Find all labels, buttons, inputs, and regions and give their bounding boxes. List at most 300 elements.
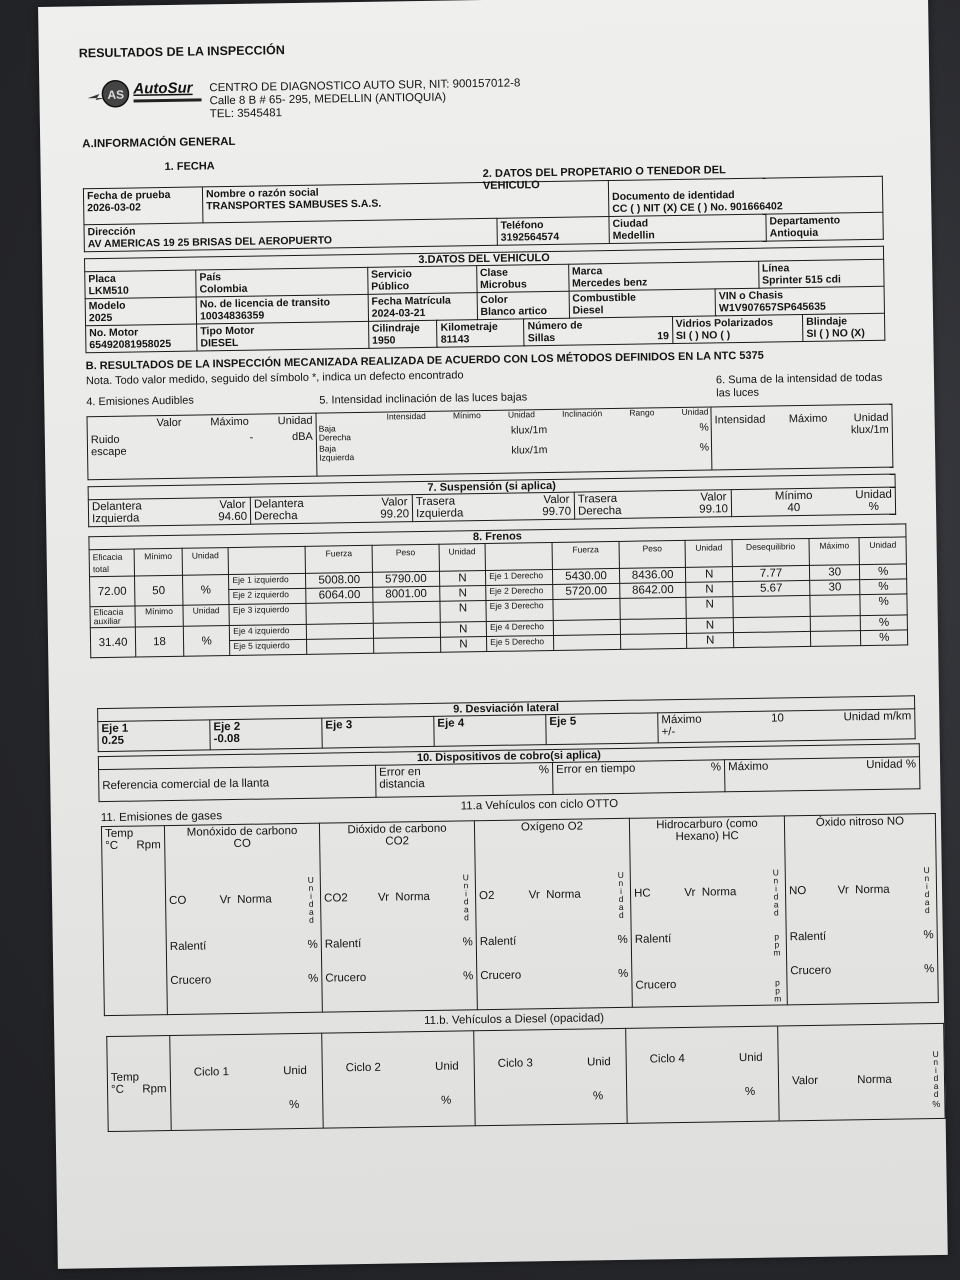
direccion-value: AV AMERICAS 19 25 BRISAS DEL AEROPUERTO xyxy=(87,234,333,251)
brakes-axles-0-rf: 5430.00 xyxy=(553,568,620,584)
suspension-items-2-label: Trasera Izquierda xyxy=(415,495,464,521)
lights-sum-cell xyxy=(711,404,893,470)
suspension-min-cell xyxy=(731,487,895,517)
brakes-pct: % xyxy=(861,630,908,646)
brakes-table xyxy=(88,523,908,658)
gas-norma-label: Norma xyxy=(701,886,737,899)
vehicle-fields-9-value: Blanco artico xyxy=(480,305,548,319)
vehicle-fields-11-label: VIN o Chasis xyxy=(718,289,784,303)
suspension-table xyxy=(88,474,897,528)
light-row-label: Baja Izquierda xyxy=(318,443,355,463)
brakes-desequilibrio: Desequilibrio xyxy=(732,538,809,566)
brakes-axles-4-left: Eje 5 izquierdo xyxy=(230,639,307,655)
gas-norma-label: Norma xyxy=(546,888,581,902)
vehicle-field xyxy=(672,315,803,344)
brakes-axles-3-left: Eje 4 izquierdo xyxy=(230,624,307,640)
suspension-items-0-value: 94.60 xyxy=(218,510,248,524)
lights-title: 5. Intensidad inclinación de las luces bajas xyxy=(319,391,528,407)
brakes-axles-0-lp: 5790.00 xyxy=(372,571,439,587)
vehicle-fields-14-label: Cilindraje xyxy=(371,322,420,335)
vehicle-fields-16-value: Sillas xyxy=(527,331,556,345)
taximeter-table xyxy=(98,743,921,802)
lights-headers-4: Rango xyxy=(629,407,655,418)
vehicle-fields-8-value: 2024-03-21 xyxy=(371,306,426,320)
documento-value: CC ( ) NIT (X) CE ( ) No. 901666402 xyxy=(612,200,783,215)
deviation-max-cell xyxy=(658,709,915,743)
suspension-items-2-value: 99.70 xyxy=(542,505,572,519)
nombre-label: Nombre o razón social xyxy=(205,186,319,201)
telefono-value: 3192564574 xyxy=(500,230,560,244)
brakes-pct: % xyxy=(182,575,229,606)
gas-unidad-vertical: Unidad xyxy=(921,865,933,914)
noise-unidad-header: Unidad xyxy=(277,414,313,428)
vehicle-fields-2-value: Público xyxy=(371,280,410,293)
brakes-axles-1-lp: 8001.00 xyxy=(373,586,440,602)
gas-group-name: Dióxido de carbono CO2 xyxy=(347,822,447,848)
gas-norma-label: Norma xyxy=(855,883,890,897)
suspension-item xyxy=(574,490,731,519)
diesel-valor: Valor xyxy=(791,1074,819,1088)
deviation-max-value: 10 xyxy=(770,712,784,725)
eficacia-total-label: Eficacia total xyxy=(89,549,134,577)
vehicle-fields-15-value: 81143 xyxy=(440,333,470,346)
vehicle-fields-18-value: SI ( ) NO (X) xyxy=(806,327,865,340)
gases-title: 11. Emisiones de gases xyxy=(100,810,223,825)
gas-norma-label: Norma xyxy=(237,893,272,906)
vehicle-field xyxy=(86,324,198,353)
noise-max-value: - xyxy=(249,431,254,444)
vehicle-title: 3.DATOS DEL VEHICULO xyxy=(85,246,884,272)
otto-title: 11.a Vehículos con ciclo OTTO xyxy=(460,797,619,813)
noise-title: 4. Emisiones Audibles xyxy=(86,394,194,409)
lights-sum-unit-value: klux/1m xyxy=(850,423,889,437)
brakes-unit-n: N xyxy=(686,597,733,619)
fecha-prueba-value: 2026-03-02 xyxy=(87,201,142,215)
direccion-cell xyxy=(84,218,497,251)
brakes-pct: % xyxy=(860,579,907,595)
brakes-axles-2-rp xyxy=(620,597,687,619)
brakes-unit-n: N xyxy=(687,618,734,634)
brakes-peso: Peso xyxy=(619,540,686,568)
vehicle-table xyxy=(84,246,885,354)
brakes-unit-n: N xyxy=(686,567,733,583)
gas-vr-label: Vr xyxy=(837,884,849,897)
departamento-label: Departamento xyxy=(769,214,841,228)
brakes-unit-n: N xyxy=(687,633,734,649)
brakes-axles-1-right: Eje 2 Derecho xyxy=(486,584,553,600)
suspension-items-0-valor-label: Valor xyxy=(219,498,246,512)
brakes-axles-4-lp xyxy=(374,637,441,653)
vehicle-fields-6-value: 2025 xyxy=(88,311,113,325)
vehicle-field xyxy=(196,267,368,297)
brakes-unit-n: N xyxy=(686,582,733,598)
noise-valor-header: Valor xyxy=(156,416,182,430)
eficacia-total-value: 72.00 xyxy=(90,576,135,607)
gas-vr-label: Vr xyxy=(528,889,540,902)
diesel-pct: % xyxy=(592,1090,604,1103)
gas-unit: ppm xyxy=(772,977,783,1002)
logo-wordmark: AutoSur xyxy=(133,79,193,98)
gas-code: HC xyxy=(633,887,651,900)
lights-sum-unidad: Unidad xyxy=(853,411,889,425)
diesel-pct: % xyxy=(932,1098,941,1110)
gas-ralenti-label: Ralentí xyxy=(479,935,517,949)
gas-crucero-label: Crucero xyxy=(325,971,367,985)
section-a-title: A.INFORMACIÓN GENERAL xyxy=(82,135,236,151)
taximeter-pct: % xyxy=(710,761,722,774)
brakes-axles-3-max xyxy=(810,616,861,632)
owner-title: 2. DATOS DEL PROPETARIO O TENEDOR DEL VEHICULO xyxy=(482,164,726,193)
table-cell xyxy=(228,546,305,574)
noise-lights-table xyxy=(86,404,893,481)
suspension-items-3-label: Trasera Derecha xyxy=(577,492,622,518)
diesel-unidad-vertical: Unidad xyxy=(930,1048,942,1098)
eficacia-aux-value: 31.40 xyxy=(90,627,135,658)
brakes-pct: % xyxy=(183,626,230,657)
brakes-axles-4-rp xyxy=(620,633,687,649)
vehicle-field xyxy=(477,291,569,319)
suspension-minimo-label: Mínimo xyxy=(774,489,813,503)
telefono-cell xyxy=(497,217,609,246)
brakes-axles-1-deseq: 5.67 xyxy=(733,580,810,596)
brakes-axles-3-rf xyxy=(553,619,620,635)
gas-vr-label: Vr xyxy=(219,894,231,907)
gases-temp: Temp °C xyxy=(104,827,134,853)
gas-ralenti-label: Ralentí xyxy=(634,933,672,946)
vehicle-fields-15-label: Kilometraje xyxy=(440,320,498,334)
gas-crucero-label: Crucero xyxy=(790,964,832,978)
suspension-items-3-valor-label: Valor xyxy=(700,491,727,504)
brakes-axles-0-lf: 5008.00 xyxy=(306,572,373,588)
center-info xyxy=(209,77,521,121)
vehicle-fields-7-label: No. de licencia de transito xyxy=(199,296,331,311)
brakes-axles-2-left: Eje 3 izquierdo xyxy=(229,603,306,625)
vehicle-fields-5-value: Sprinter 515 cdi xyxy=(761,273,841,287)
suspension-item xyxy=(250,495,412,525)
vehicle-fields-16-label: Número de xyxy=(527,319,583,333)
suspension-items-3-value: 99.10 xyxy=(699,503,729,516)
vehicle-fields-11-value: W1V907657SP645635 xyxy=(718,300,826,315)
brakes-maximo: Máximo xyxy=(809,538,860,566)
lights-rows-0-unit2: % xyxy=(699,421,709,434)
gas-code: CO2 xyxy=(324,892,348,905)
deviation-table xyxy=(97,695,916,752)
brakes-unit-n: N xyxy=(439,586,486,602)
gas-group-name: Hidrocarburo (como Hexano) HC xyxy=(656,817,758,844)
deviation-axle xyxy=(546,713,658,745)
lights-headers-2: Unidad xyxy=(507,409,535,420)
brakes-axles-3-rp xyxy=(620,618,687,634)
vehicle-field xyxy=(569,289,716,318)
vehicle-fields-1-label: País xyxy=(199,271,222,284)
lights-sum-intensidad: Intensidad xyxy=(714,413,766,427)
suspension-unidad-label: Unidad xyxy=(855,488,892,502)
vehicle-field xyxy=(368,320,437,348)
center-phone: TEL: 3545481 xyxy=(209,107,283,121)
vehicle-fields-9-label: Color xyxy=(480,293,508,307)
vehicle-field xyxy=(524,317,673,346)
deviation-axles-3-label: Eje 4 xyxy=(437,717,465,730)
gas-unidad-vertical: Unidad xyxy=(460,872,472,921)
diesel-cycle xyxy=(626,1026,779,1123)
lights-sum-maximo: Máximo xyxy=(788,412,828,426)
ciudad-cell xyxy=(609,214,766,243)
brakes-axles-3-right: Eje 4 Derecho xyxy=(486,620,553,636)
brakes-unidad: Unidad xyxy=(183,605,230,627)
vehicle-fields-1-value: Colombia xyxy=(199,282,248,296)
brakes-unit-n: N xyxy=(440,601,487,623)
brakes-axles-3-deseq xyxy=(733,616,810,632)
brakes-axles-3-lf xyxy=(307,623,374,639)
deviation-axle xyxy=(98,720,210,752)
deviation-title: 9. Desviación lateral xyxy=(98,696,915,722)
vehicle-field xyxy=(368,293,477,322)
gas-group-name: Óxido nitroso NO xyxy=(815,815,905,829)
gas-code: CO xyxy=(169,894,187,908)
gas-code: NO xyxy=(788,885,807,898)
gases-temp-cell xyxy=(101,826,167,1016)
brakes-minimo: Mínimo xyxy=(134,548,182,576)
brakes-axles-2-right: Eje 3 Derecho xyxy=(486,599,553,621)
brakes-axles-1-lf: 6064.00 xyxy=(306,587,373,603)
vehicle-fields-12-label: No. Motor xyxy=(89,326,139,340)
brakes-axles-1-left: Eje 2 izquierdo xyxy=(229,588,306,604)
vehicle-fields-10-label: Combustible xyxy=(572,291,637,305)
departamento-value: Antioquia xyxy=(769,226,819,240)
gas-ralenti-label: Ralentí xyxy=(324,938,362,951)
brakes-axles-4-rf xyxy=(554,634,621,650)
vehicle-field xyxy=(568,261,758,291)
suspension-items-1-valor-label: Valor xyxy=(381,496,408,509)
gas-unit: % xyxy=(463,970,474,983)
gas-unidad-vertical: Unidad xyxy=(305,874,317,923)
center-address: Calle 8 B # 65- 295, MEDELLIN (ANTIOQUIA) xyxy=(209,91,447,108)
vehicle-field xyxy=(758,259,884,288)
brakes-unidad: Unidad xyxy=(439,544,486,572)
fecha-title: 1. FECHA xyxy=(164,160,215,174)
gas-group xyxy=(784,813,938,1004)
gas-unit: % xyxy=(923,963,935,976)
brakes-axles-4-deseq xyxy=(733,631,810,647)
telefono-label: Teléfono xyxy=(500,219,544,232)
fecha-prueba-cell xyxy=(83,187,203,225)
brakes-pct: % xyxy=(860,594,907,616)
noise-cell xyxy=(87,413,317,480)
brakes-axles-4-max xyxy=(810,631,861,647)
deviation-axles-2-label: Eje 3 xyxy=(325,719,353,732)
brakes-axles-2-deseq xyxy=(733,595,810,617)
vehicle-fields-18-label: Blindaje xyxy=(806,315,848,328)
lights-sum-title: 6. Suma de la intensidad de todas las luces xyxy=(715,371,883,400)
gas-group-name: Monóxido de carbono CO xyxy=(186,825,298,851)
vehicle-field xyxy=(85,270,197,299)
error-distancia-cell xyxy=(376,763,553,798)
gas-unit: % xyxy=(923,929,934,942)
eficacia-aux-label: Eficacia auxiliar xyxy=(90,606,135,628)
vehicle-field xyxy=(437,319,524,347)
deviation-axle xyxy=(434,715,546,747)
diesel-pct: % xyxy=(289,1099,300,1112)
vehicle-fields-12-value: 65492081958025 xyxy=(89,337,172,352)
suspension-title: 7. Suspensión (si aplica) xyxy=(88,474,895,500)
gas-crucero-label: Crucero xyxy=(480,969,522,983)
vehicle-fields-4-value: Mercedes benz xyxy=(572,276,648,290)
gas-norma-label: Norma xyxy=(395,890,430,904)
taximeter-unidad: Unidad % xyxy=(866,758,917,772)
ciudad-value: Medellin xyxy=(612,229,655,242)
brakes-axles-2-rf xyxy=(553,598,620,620)
brakes-axles-2-max xyxy=(810,595,861,617)
diesel-rpm: Rpm xyxy=(142,1083,167,1096)
deviation-axle xyxy=(210,718,322,750)
deviation-axles-0-label: Eje 1 xyxy=(101,722,129,736)
vehicle-field xyxy=(197,321,369,351)
deviation-unit: Unidad m/km xyxy=(843,710,912,724)
brakes-pct: % xyxy=(861,615,908,631)
suspension-minimo: 40 xyxy=(787,502,801,515)
brakes-unidad: Unidad xyxy=(182,548,229,576)
gas-crucero-label: Crucero xyxy=(635,979,677,992)
suspension-item xyxy=(88,497,250,527)
brakes-axles-1-rf: 5720.00 xyxy=(553,583,620,599)
vehicle-field xyxy=(196,294,368,324)
deviation-axles-1-label: Eje 2 xyxy=(213,720,241,734)
vehicle-field xyxy=(803,313,885,341)
gas-ralenti-label: Ralentí xyxy=(169,940,207,954)
diesel-cycle xyxy=(170,1033,323,1130)
inspection-report-page xyxy=(38,0,948,1269)
nombre-value: TRANSPORTES SAMBUSES S.A.S. xyxy=(206,197,382,213)
brakes-minimo: Mínimo xyxy=(135,605,183,627)
deviation-axles-0-value: 0.25 xyxy=(101,734,125,748)
llanta-ref-label: Referencia comercial de la llanta xyxy=(99,765,376,801)
noise-maximo-header: Máximo xyxy=(210,415,249,429)
brakes-axles-1-max: 30 xyxy=(810,580,861,596)
diesel-unid: Unid xyxy=(586,1056,611,1069)
vehicle-fields-7-value: 10034836359 xyxy=(199,309,265,323)
vehicle-fields-0-value: LKM510 xyxy=(88,284,129,298)
suspension-items-2-valor-label: Valor xyxy=(543,493,570,507)
brakes-axles-2-lf xyxy=(306,602,373,624)
diesel-cycles-3: Ciclo 4 xyxy=(649,1052,685,1066)
vehicle-fields-13-value: DIESEL xyxy=(200,336,239,350)
direccion-label: Dirección xyxy=(87,225,136,239)
fecha-prueba-label: Fecha de prueba xyxy=(86,188,171,203)
diesel-pct: % xyxy=(440,1094,452,1107)
vehicle-fields-16-extra: 19 xyxy=(657,330,670,343)
gas-group xyxy=(164,823,322,1014)
vehicle-fields-14-value: 1950 xyxy=(372,334,396,347)
vehicle-fields-13-label: Tipo Motor xyxy=(200,324,255,338)
diesel-norma: Norma xyxy=(857,1073,892,1087)
suspension-item xyxy=(412,492,574,522)
brakes-axles-1-rp: 8642.00 xyxy=(619,582,686,598)
brakes-unidad: Unidad xyxy=(859,537,906,565)
suspension-items-0-label: Delantera Izquierda xyxy=(91,500,142,526)
deviation-max-label: Máximo +/- xyxy=(661,713,702,739)
diesel-cycles-2: Ciclo 3 xyxy=(497,1057,533,1070)
gas-unidad-vertical: Unidad xyxy=(615,869,627,919)
vehicle-field xyxy=(715,286,884,316)
lights-headers-1: Mínimo xyxy=(452,410,481,421)
report-title: RESULTADOS DE LA INSPECCIÓN xyxy=(78,43,285,61)
logo-badge-text: AS xyxy=(107,87,125,102)
diesel-temp: Temp °C xyxy=(110,1071,140,1096)
gases-rpm: Rpm xyxy=(136,839,161,852)
diesel-unid: Unid xyxy=(738,1051,763,1065)
taximeter-maximo: Máximo xyxy=(727,760,769,774)
brakes-unidad: Unidad xyxy=(685,540,732,568)
brakes-title: 8. Frenos xyxy=(89,524,906,550)
diesel-cycles-1: Ciclo 2 xyxy=(345,1061,382,1075)
brakes-pct: % xyxy=(860,564,907,580)
error-tiempo-cell xyxy=(552,760,724,795)
taximeter-error-time: Error en tiempo xyxy=(556,762,636,776)
deviation-axles-4-label: Eje 5 xyxy=(549,715,577,729)
deviation-axle xyxy=(322,716,434,748)
brakes-axles-0-left: Eje 1 izquierdo xyxy=(229,573,306,589)
gas-vr-label: Vr xyxy=(684,886,696,899)
gas-ralenti-label: Ralentí xyxy=(789,930,827,944)
diesel-cycles-0: Ciclo 1 xyxy=(193,1066,230,1079)
departamento-cell xyxy=(766,212,883,241)
brakes-axles-4-lf xyxy=(307,638,374,654)
gas-vr-label: Vr xyxy=(377,891,390,904)
gas-unit: ppm xyxy=(771,931,783,956)
lights-headers-5: Unidad xyxy=(681,406,709,417)
autosur-logo xyxy=(85,74,206,116)
brakes-fuerza: Fuerza xyxy=(305,545,372,573)
section-b-title: B. RESULTADOS DE LA INSPECCIÓN MECANIZADA REALIZADA DE ACUERDO CON LOS MÉTODOS DEFINIDOS EN LA NTC 5375 xyxy=(85,349,764,373)
brakes-unit-n: N xyxy=(440,637,487,653)
taximeter-error-dist: Error en distancia xyxy=(379,766,425,791)
gas-crucero-label: Crucero xyxy=(170,974,212,988)
brakes-axles-0-rp: 8436.00 xyxy=(619,567,686,583)
brakes-axles-2-lp xyxy=(373,601,440,623)
vehicle-field xyxy=(476,264,568,292)
gas-group-name: Oxígeno O2 xyxy=(520,820,584,834)
vehicle-field xyxy=(85,297,197,326)
brakes-eficacia-aux-min: 18 xyxy=(135,626,183,657)
brakes-axles-0-max: 30 xyxy=(809,565,860,581)
brakes-fuerza: Fuerza xyxy=(552,541,619,569)
diesel-value-cell xyxy=(778,1023,945,1121)
suspension-items-1-value: 99.20 xyxy=(380,508,410,521)
diesel-unid: Unid xyxy=(435,1060,459,1073)
brakes-peso: Peso xyxy=(372,544,439,572)
documento-cell xyxy=(608,176,883,216)
noise-row-label: Ruido escape xyxy=(90,433,127,459)
vehicle-fields-17-label: Vidrios Polarizados xyxy=(675,316,774,331)
vehicle-field xyxy=(367,266,476,295)
gas-unit: % xyxy=(307,938,318,951)
diesel-title: 11.b. Vehículos a Diesel (opacidad) xyxy=(423,1012,605,1028)
lights-rows-0-unit1: klux/1m xyxy=(510,424,548,437)
brakes-unit-n: N xyxy=(440,622,487,638)
gas-unit: % xyxy=(308,972,319,985)
diesel-cycle xyxy=(322,1031,475,1128)
gases-table xyxy=(101,813,939,1016)
diesel-pct: % xyxy=(744,1085,756,1099)
taximeter-title: 10. Dispositivos de cobro(si aplica) xyxy=(98,744,919,770)
diesel-temp-cell xyxy=(107,1036,171,1132)
lights-rows-1-unit2: % xyxy=(699,441,710,454)
brakes-axles-0-deseq: 7.77 xyxy=(732,565,809,581)
brakes-unit-n: N xyxy=(439,571,486,587)
vehicle-fields-5-label: Línea xyxy=(761,262,790,275)
gas-unit: % xyxy=(462,936,473,949)
diesel-unid: Unid xyxy=(283,1064,307,1078)
